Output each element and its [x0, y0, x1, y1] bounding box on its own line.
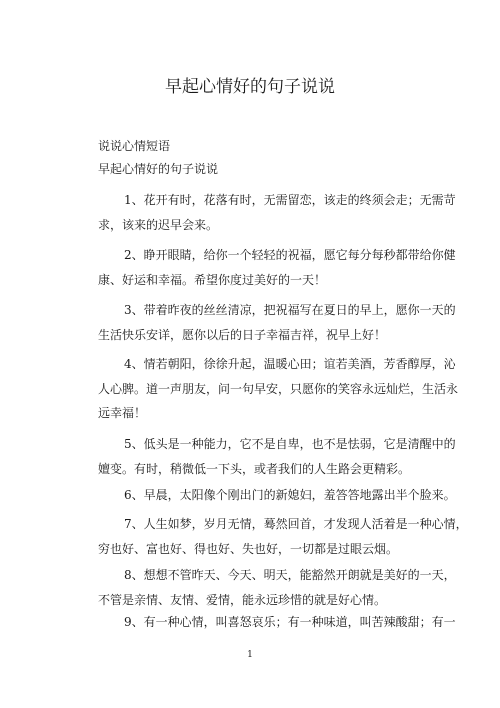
paragraph-6 — [98, 483, 456, 508]
paragraph-line: 穷也好、富也好、得也好、失也好，一切都是过眼云烟。 — [98, 541, 399, 556]
paragraph-line: 3、带着昨夜的丝丝清凉，把祝福写在夏日的早上，愿你一天的 — [124, 303, 456, 317]
paragraph-1 — [98, 188, 456, 237]
paragraph-line: 远幸福！ — [98, 406, 147, 420]
paragraph-line: 2、睁开眼睛，给你一个轻轻的祝福，愿它每分每秒都带给你健 — [124, 248, 456, 262]
paragraph-line: 生活快乐安详，愿你以后的日子幸福吉祥，祝早上好！ — [98, 327, 387, 342]
paragraph-line: 人心脾。道一声朋友，问一句早安，只愿你的笑容永远灿烂，生活永 — [98, 381, 459, 396]
paragraph-line: 求，该来的迟早会来。 — [98, 217, 219, 232]
paragraph-line: 8、想想不管昨天、今天、明天，能豁然开朗就是美好的一天， — [124, 568, 456, 582]
paragraph-line: 7、人生如梦，岁月无情，蓦然回首，才发现人活着是一种心情， — [124, 517, 468, 531]
paragraph-line: 4、情若朝阳，徐徐升起，温暖心田；谊若美酒，芳香醇厚，沁 — [124, 357, 456, 371]
paragraph-7 — [98, 512, 468, 561]
subheading-1: 说说心情短语 — [98, 139, 171, 153]
paragraph-line: 不管是亲情、友情、爱情，能永远珍惜的就是好心情。 — [98, 592, 387, 607]
paragraph-line: 1、花开有时，花落有时，无需留恋，该走的终须会走；无需苛 — [124, 193, 456, 207]
subheading-2: 早起心情好的句子说说 — [98, 162, 219, 176]
paragraph-8 — [98, 563, 456, 612]
paragraph-3 — [98, 298, 456, 347]
paragraph-9 — [98, 610, 456, 635]
paragraph-line: 9、有一种心情，叫喜怒哀乐；有一种味道，叫苦辣酸甜；有一 — [124, 615, 456, 629]
paragraph-line: 5、低头是一种能力，它不是自卑，也不是怯弱，它是清醒中的 — [124, 437, 456, 451]
page-title: 早起心情好的句子说说 — [165, 77, 335, 97]
page-number: 1 — [247, 650, 253, 660]
paragraph-line: 康、好运和幸福。希望你度过美好的一天！ — [98, 272, 327, 287]
paragraph-5 — [98, 432, 456, 481]
paragraph-2 — [98, 243, 456, 292]
paragraph-line: 6、早晨，太阳像个刚出门的新媳妇，羞答答地露出半个脸来。 — [124, 488, 456, 502]
paragraph-4 — [98, 352, 459, 426]
paragraph-line: 嬗变。有时，稍微低一下头，或者我们的人生路会更精彩。 — [98, 461, 411, 476]
